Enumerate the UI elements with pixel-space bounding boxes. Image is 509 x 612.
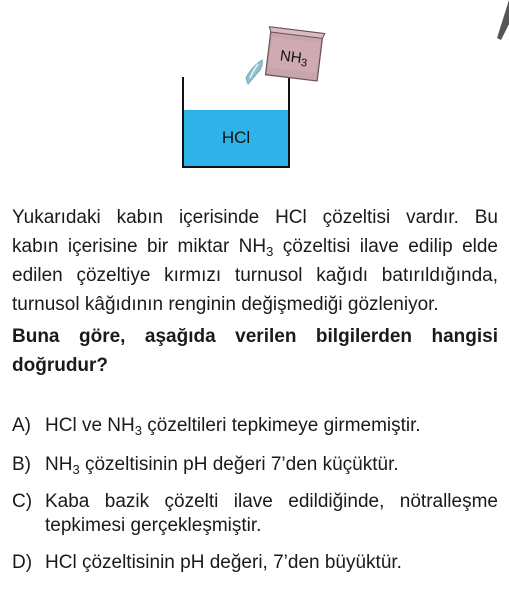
option-text-line-2: tepkimesi gerçekleşmiştir.	[45, 515, 262, 536]
question-line-1: Buna göre, aşağıda verilen bilgilerden hangisi	[12, 326, 498, 347]
stem-text: çözeltisi ilave edilip elde	[273, 236, 498, 257]
option-text-line-1: Kaba bazik çözelti ilave edildiğinde, nötralleşme	[45, 491, 498, 512]
option-text: HCl çözeltisinin pH değeri, 7’den büyüktür.	[45, 552, 402, 573]
option-c[interactable]	[12, 488, 498, 542]
option-text: $NH_3$ çözeltisinin pH değeri 7’den küçüktür.	[45, 454, 399, 477]
pouring-stream	[246, 60, 262, 84]
option-text: HCl ve $NH_3$ çözeltileri tepkimeye girmemiştir.	[45, 415, 421, 438]
subscript: 3	[266, 244, 274, 259]
bottle-label: $NH_3$	[278, 47, 308, 70]
beaker-label: HCl	[221, 128, 251, 147]
stem-line-4: turnusol kâğıdının renginin değişmediği gözleniyor.	[12, 294, 439, 315]
option-letter: A)	[12, 415, 31, 436]
option-letter: D)	[12, 552, 33, 573]
stem-line-3: edilen çözeltiye kırmızı turnusol kağıdı batırıldığında,	[12, 265, 498, 286]
stem-line-1: Yukarıdaki kabın içerisinde HCl çözeltisi vardır. Bu	[12, 207, 498, 228]
stem-text: kabın içerisine bir miktar NH	[12, 236, 267, 257]
option-letter: B)	[12, 454, 31, 475]
option-letter: C)	[12, 491, 33, 512]
beaker-figure	[0, 0, 509, 185]
corner-stroke-mark	[489, 0, 509, 40]
stem-line-2	[12, 232, 498, 261]
question-line-2: doğrudur?	[12, 355, 109, 376]
nh3-bottle	[264, 27, 325, 81]
